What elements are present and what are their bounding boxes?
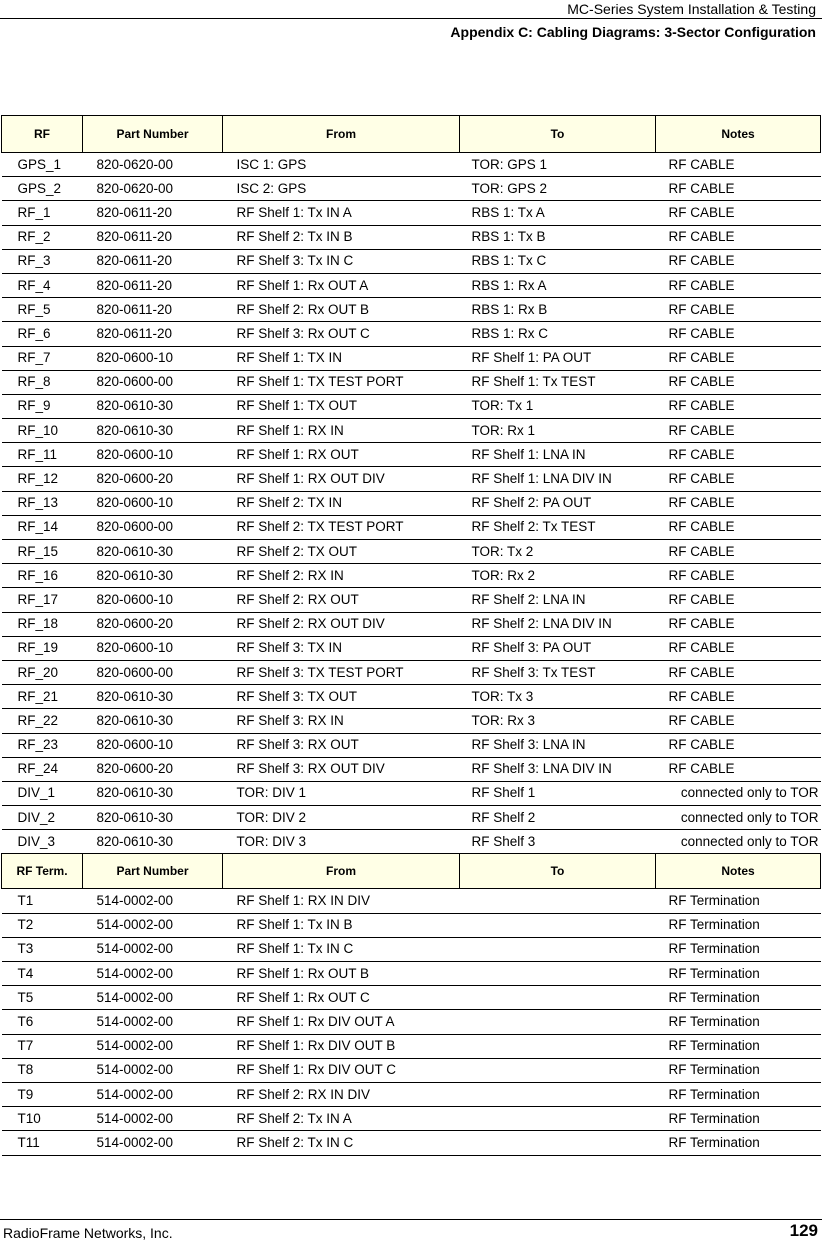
table-cell: T1: [2, 889, 83, 913]
cable-row: [2, 709, 821, 733]
table-cell: RF Shelf 2: PA OUT: [460, 491, 656, 515]
table-cell: TOR: Rx 2: [460, 564, 656, 588]
cable-row: [2, 588, 821, 612]
table-cell: RF CABLE: [656, 225, 821, 249]
appendix-heading: Appendix C: Cabling Diagrams: 3-Sector Configuration: [450, 24, 816, 40]
table-cell: 820-0611-20: [83, 249, 223, 273]
table-cell: connected only to TOR: [656, 830, 821, 854]
table-cell: RF_8: [2, 370, 83, 394]
table-cell: TOR: Rx 1: [460, 419, 656, 443]
table-cell: RF Termination: [656, 962, 821, 986]
table-cell: RF CABLE: [656, 564, 821, 588]
table-cell: RF Termination: [656, 1107, 821, 1131]
table-cell: [460, 1107, 656, 1131]
table-cell: RF CABLE: [656, 249, 821, 273]
termination-row: [2, 1010, 821, 1034]
table-cell: RF Shelf 2: [460, 806, 656, 830]
table-cell: TOR: Tx 3: [460, 685, 656, 709]
table-cell: RF Shelf 1: Tx IN A: [223, 201, 460, 225]
table-cell: TOR: DIV 2: [223, 806, 460, 830]
table-cell: 820-0610-30: [83, 709, 223, 733]
table-cell: ISC 2: GPS: [223, 177, 460, 201]
cable-row: [2, 612, 821, 636]
table-cell: [460, 1034, 656, 1058]
table-cell: RF CABLE: [656, 419, 821, 443]
table-cell: 820-0610-30: [83, 806, 223, 830]
table-cell: RF Shelf 1: RX IN DIV: [223, 889, 460, 913]
table-cell: RF Termination: [656, 913, 821, 937]
table-cell: RF Shelf 1: [460, 781, 656, 805]
table-cell: RF Termination: [656, 937, 821, 961]
table-cell: 820-0610-30: [83, 540, 223, 564]
table-cell: 820-0620-00: [83, 153, 223, 177]
table-cell: 514-0002-00: [83, 962, 223, 986]
table-cell: RF CABLE: [656, 346, 821, 370]
table-cell: 820-0600-00: [83, 370, 223, 394]
table-cell: 820-0620-00: [83, 177, 223, 201]
cable-row: [2, 298, 821, 322]
page-number: 129: [789, 1221, 818, 1240]
header-rule: [0, 18, 822, 19]
footer-rule: [0, 1219, 822, 1220]
column-header: Part Number: [83, 854, 223, 889]
table-cell: RF Shelf 2: TX TEST PORT: [223, 515, 460, 539]
table-cell: RF Termination: [656, 1082, 821, 1106]
table-cell: 514-0002-00: [83, 1058, 223, 1082]
table-cell: 514-0002-00: [83, 1107, 223, 1131]
table-cell: RF_11: [2, 443, 83, 467]
cable-row: [2, 273, 821, 297]
table-cell: 820-0610-30: [83, 419, 223, 443]
table-cell: RF Shelf 3: TX OUT: [223, 685, 460, 709]
table-cell: connected only to TOR: [656, 781, 821, 805]
table-cell: RF Shelf 3: RX OUT DIV: [223, 757, 460, 781]
document-title: MC-Series System Installation & Testing: [567, 1, 816, 17]
table-cell: RF_7: [2, 346, 83, 370]
table-cell: connected only to TOR: [656, 806, 821, 830]
table-cell: RF_15: [2, 540, 83, 564]
table-cell: RF CABLE: [656, 273, 821, 297]
cable-row: [2, 636, 821, 660]
table-cell: RF_3: [2, 249, 83, 273]
table-cell: RF Shelf 1: RX IN: [223, 419, 460, 443]
table-cell: [460, 1058, 656, 1082]
table-cell: RF_1: [2, 201, 83, 225]
termination-header-row: [2, 854, 821, 889]
table-cell: RF Shelf 1: Rx OUT C: [223, 986, 460, 1010]
table-cell: TOR: GPS 2: [460, 177, 656, 201]
table-cell: RF Shelf 2: LNA DIV IN: [460, 612, 656, 636]
cable-row: [2, 467, 821, 491]
table-cell: RF Shelf 2: RX IN DIV: [223, 1082, 460, 1106]
table-cell: 820-0611-20: [83, 273, 223, 297]
table-cell: RF CABLE: [656, 636, 821, 660]
table-cell: RF CABLE: [656, 370, 821, 394]
table-cell: RF Shelf 1: Rx DIV OUT A: [223, 1010, 460, 1034]
cabling-table: [1, 115, 821, 1156]
table-cell: 820-0600-10: [83, 636, 223, 660]
table-cell: RF Shelf 3: LNA IN: [460, 733, 656, 757]
table-cell: TOR: GPS 1: [460, 153, 656, 177]
table-cell: 820-0600-10: [83, 443, 223, 467]
table-cell: RF Shelf 1: RX OUT: [223, 443, 460, 467]
cable-row: [2, 419, 821, 443]
company-name: RadioFrame Networks, Inc.: [3, 1225, 173, 1241]
table-cell: 820-0600-10: [83, 733, 223, 757]
column-header: From: [223, 854, 460, 889]
table-cell: RF Termination: [656, 1034, 821, 1058]
table-cell: RF Shelf 1: Tx TEST: [460, 370, 656, 394]
table-cell: RBS 1: Rx C: [460, 322, 656, 346]
table-cell: 820-0611-20: [83, 225, 223, 249]
table-cell: 820-0600-20: [83, 757, 223, 781]
table-cell: RF CABLE: [656, 757, 821, 781]
table-cell: RF_24: [2, 757, 83, 781]
cable-row: [2, 660, 821, 684]
table-cell: TOR: DIV 3: [223, 830, 460, 854]
table-cell: T8: [2, 1058, 83, 1082]
table-cell: 820-0600-00: [83, 660, 223, 684]
table-cell: RF Termination: [656, 1058, 821, 1082]
table-cell: 820-0610-30: [83, 564, 223, 588]
cable-row: [2, 370, 821, 394]
cable-row: [2, 346, 821, 370]
cable-row: [2, 177, 821, 201]
table-cell: RF Shelf 2: RX OUT DIV: [223, 612, 460, 636]
table-cell: RF Shelf 2: Rx OUT B: [223, 298, 460, 322]
table-cell: 820-0600-00: [83, 515, 223, 539]
table-cell: RF_9: [2, 394, 83, 418]
table-cell: 514-0002-00: [83, 986, 223, 1010]
cable-row: [2, 757, 821, 781]
table-cell: RF Shelf 3: PA OUT: [460, 636, 656, 660]
table-cell: RF CABLE: [656, 733, 821, 757]
table-cell: [460, 1010, 656, 1034]
table-cell: RF Shelf 2: Tx IN C: [223, 1131, 460, 1155]
table-cell: RF_13: [2, 491, 83, 515]
table-cell: RF Shelf 1: Tx IN C: [223, 937, 460, 961]
table-cell: RBS 1: Rx B: [460, 298, 656, 322]
column-header: Notes: [656, 116, 821, 153]
table-cell: T10: [2, 1107, 83, 1131]
table-cell: GPS_2: [2, 177, 83, 201]
cable-row: [2, 564, 821, 588]
termination-row: [2, 913, 821, 937]
table-cell: DIV_1: [2, 781, 83, 805]
table-cell: 514-0002-00: [83, 1034, 223, 1058]
table-cell: RF Termination: [656, 1131, 821, 1155]
cabling-table-body: [2, 116, 821, 1156]
table-cell: RF_23: [2, 733, 83, 757]
table-cell: 820-0600-20: [83, 612, 223, 636]
cable-row: [2, 540, 821, 564]
cable-row: [2, 781, 821, 805]
table-cell: RF Shelf 3: TX IN: [223, 636, 460, 660]
cable-row: [2, 515, 821, 539]
table-cell: [460, 889, 656, 913]
table-cell: RF CABLE: [656, 588, 821, 612]
table-cell: RBS 1: Rx A: [460, 273, 656, 297]
column-header: Part Number: [83, 116, 223, 153]
table-cell: GPS_1: [2, 153, 83, 177]
termination-row: [2, 986, 821, 1010]
table-cell: RF CABLE: [656, 177, 821, 201]
table-cell: 514-0002-00: [83, 889, 223, 913]
table-cell: RF Shelf 2: Tx TEST: [460, 515, 656, 539]
column-header: To: [460, 854, 656, 889]
table-cell: RF CABLE: [656, 660, 821, 684]
table-cell: RF Shelf 3: LNA DIV IN: [460, 757, 656, 781]
table-cell: RF Shelf 3: Rx OUT C: [223, 322, 460, 346]
table-cell: RF Termination: [656, 889, 821, 913]
table-cell: T4: [2, 962, 83, 986]
table-cell: RF Shelf 3: [460, 830, 656, 854]
table-cell: RF Shelf 2: Tx IN B: [223, 225, 460, 249]
termination-row: [2, 937, 821, 961]
cable-row: [2, 733, 821, 757]
table-cell: RF Shelf 1: LNA DIV IN: [460, 467, 656, 491]
column-header: To: [460, 116, 656, 153]
table-cell: RF Shelf 2: TX IN: [223, 491, 460, 515]
table-cell: TOR: Rx 3: [460, 709, 656, 733]
table-cell: 820-0610-30: [83, 830, 223, 854]
cable-header-row: [2, 116, 821, 153]
table-cell: RF_14: [2, 515, 83, 539]
table-cell: 514-0002-00: [83, 1082, 223, 1106]
table-cell: RF Shelf 1: TX TEST PORT: [223, 370, 460, 394]
table-cell: [460, 937, 656, 961]
table-cell: ISC 1: GPS: [223, 153, 460, 177]
termination-row: [2, 1058, 821, 1082]
cable-row: [2, 443, 821, 467]
table-cell: 514-0002-00: [83, 913, 223, 937]
table-cell: T5: [2, 986, 83, 1010]
table-cell: RF Shelf 1: LNA IN: [460, 443, 656, 467]
table-cell: RF_17: [2, 588, 83, 612]
table-cell: 820-0600-10: [83, 588, 223, 612]
cable-row: [2, 249, 821, 273]
table-cell: RF Shelf 2: RX IN: [223, 564, 460, 588]
table-cell: RF Shelf 2: RX OUT: [223, 588, 460, 612]
table-cell: 820-0600-20: [83, 467, 223, 491]
column-header: From: [223, 116, 460, 153]
table-cell: 514-0002-00: [83, 1131, 223, 1155]
table-cell: RF_21: [2, 685, 83, 709]
table-cell: RF CABLE: [656, 298, 821, 322]
table-cell: T6: [2, 1010, 83, 1034]
termination-row: [2, 1034, 821, 1058]
table-cell: T7: [2, 1034, 83, 1058]
table-cell: T2: [2, 913, 83, 937]
table-cell: 820-0610-30: [83, 685, 223, 709]
table-cell: [460, 913, 656, 937]
table-cell: RF_4: [2, 273, 83, 297]
table-cell: RF Shelf 3: Tx IN C: [223, 249, 460, 273]
table-cell: RF Shelf 2: Tx IN A: [223, 1107, 460, 1131]
table-cell: RF_22: [2, 709, 83, 733]
table-cell: RF_20: [2, 660, 83, 684]
cable-row: [2, 806, 821, 830]
table-cell: RF Shelf 3: RX IN: [223, 709, 460, 733]
cable-row: [2, 153, 821, 177]
table-cell: RF Shelf 1: Rx OUT B: [223, 962, 460, 986]
cable-row: [2, 394, 821, 418]
table-cell: RF_10: [2, 419, 83, 443]
table-cell: 820-0600-10: [83, 346, 223, 370]
table-cell: RF_16: [2, 564, 83, 588]
table-cell: RF CABLE: [656, 685, 821, 709]
column-header: Notes: [656, 854, 821, 889]
table-cell: TOR: Tx 1: [460, 394, 656, 418]
table-cell: RF CABLE: [656, 443, 821, 467]
termination-row: [2, 1131, 821, 1155]
column-header: RF: [2, 116, 83, 153]
termination-row: [2, 1082, 821, 1106]
termination-row: [2, 962, 821, 986]
table-cell: TOR: DIV 1: [223, 781, 460, 805]
table-cell: RBS 1: Tx B: [460, 225, 656, 249]
table-cell: 820-0610-30: [83, 394, 223, 418]
table-cell: T11: [2, 1131, 83, 1155]
table-cell: RBS 1: Tx A: [460, 201, 656, 225]
table-cell: RF_12: [2, 467, 83, 491]
table-cell: [460, 962, 656, 986]
table-cell: RF Shelf 1: Rx DIV OUT C: [223, 1058, 460, 1082]
cable-row: [2, 491, 821, 515]
table-cell: [460, 986, 656, 1010]
table-cell: RF CABLE: [656, 153, 821, 177]
table-cell: RF CABLE: [656, 612, 821, 636]
table-cell: 820-0600-10: [83, 491, 223, 515]
table-cell: 514-0002-00: [83, 1010, 223, 1034]
table-cell: RF_5: [2, 298, 83, 322]
table-cell: DIV_2: [2, 806, 83, 830]
column-header: RF Term.: [2, 854, 83, 889]
cable-row: [2, 830, 821, 854]
table-cell: RF Shelf 1: PA OUT: [460, 346, 656, 370]
termination-row: [2, 1107, 821, 1131]
table-cell: RF CABLE: [656, 201, 821, 225]
cable-row: [2, 201, 821, 225]
table-cell: 820-0610-30: [83, 781, 223, 805]
table-cell: RF CABLE: [656, 394, 821, 418]
table-cell: RF Shelf 3: TX TEST PORT: [223, 660, 460, 684]
table-cell: T3: [2, 937, 83, 961]
table-cell: RF Shelf 1: TX OUT: [223, 394, 460, 418]
table-cell: RF_2: [2, 225, 83, 249]
table-cell: RF_18: [2, 612, 83, 636]
table-cell: RF CABLE: [656, 322, 821, 346]
table-cell: 820-0611-20: [83, 201, 223, 225]
table-cell: DIV_3: [2, 830, 83, 854]
table-cell: 514-0002-00: [83, 937, 223, 961]
table-cell: [460, 1131, 656, 1155]
table-cell: RF Shelf 1: Rx OUT A: [223, 273, 460, 297]
table-cell: T9: [2, 1082, 83, 1106]
table-cell: RF Termination: [656, 1010, 821, 1034]
cable-row: [2, 322, 821, 346]
table-cell: RF CABLE: [656, 709, 821, 733]
table-cell: RF CABLE: [656, 540, 821, 564]
table-cell: RF Shelf 2: TX OUT: [223, 540, 460, 564]
table-cell: RF_6: [2, 322, 83, 346]
table-cell: TOR: Tx 2: [460, 540, 656, 564]
table-cell: 820-0611-20: [83, 322, 223, 346]
table-cell: RF CABLE: [656, 467, 821, 491]
termination-row: [2, 889, 821, 913]
table-cell: RF Shelf 1: Tx IN B: [223, 913, 460, 937]
table-cell: RF Shelf 1: RX OUT DIV: [223, 467, 460, 491]
table-cell: RF Shelf 1: Rx DIV OUT B: [223, 1034, 460, 1058]
table-cell: RF CABLE: [656, 491, 821, 515]
table-cell: RF Termination: [656, 986, 821, 1010]
table-cell: RF_19: [2, 636, 83, 660]
table-cell: RF Shelf 3: RX OUT: [223, 733, 460, 757]
table-cell: [460, 1082, 656, 1106]
cable-row: [2, 225, 821, 249]
table-cell: RF CABLE: [656, 515, 821, 539]
table-cell: 820-0611-20: [83, 298, 223, 322]
table-cell: RF Shelf 3: Tx TEST: [460, 660, 656, 684]
table-cell: RF Shelf 1: TX IN: [223, 346, 460, 370]
table-cell: RBS 1: Tx C: [460, 249, 656, 273]
table-cell: RF Shelf 2: LNA IN: [460, 588, 656, 612]
cable-row: [2, 685, 821, 709]
